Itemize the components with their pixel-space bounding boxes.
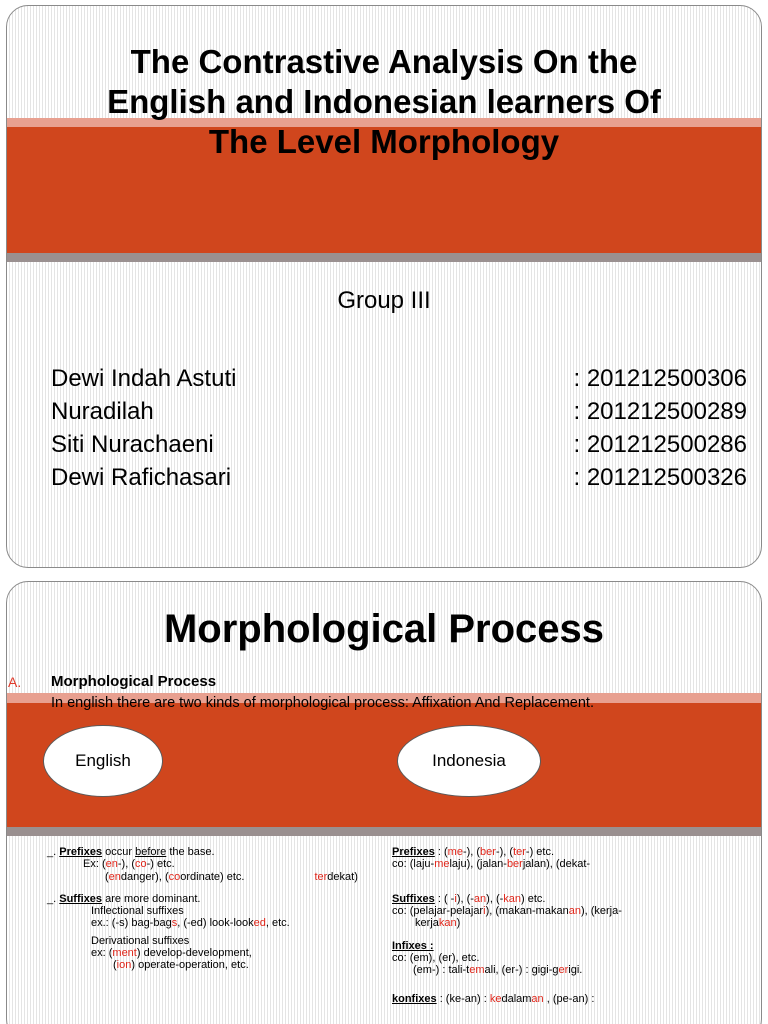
member-name: Dewi Rafichasari: [51, 464, 232, 491]
id-konfixes-line: konfixes : (ke-an) : kedalaman , (pe-an) :: [392, 992, 595, 1005]
id-prefixes-line: Prefixes : (me-), (ber-), (ter-) etc.: [392, 846, 555, 858]
prefixes-label: Prefixes: [59, 846, 103, 858]
member-name: Dewi Indah Astuti: [51, 365, 237, 392]
suffixes-line: _. Suffixes are more dominant.: [47, 892, 201, 905]
derivational-label: Derivational suffixes: [91, 934, 190, 947]
id-infixes-line: Infixes :: [392, 939, 434, 952]
suffixes-label: Suffixes: [59, 892, 103, 905]
id-infix-example-2: (em-) : tali-temali, (er-) : gigi-gerigi.: [413, 964, 583, 977]
indonesia-column: [392, 846, 682, 1005]
english-oval: [43, 725, 163, 797]
member-row: [51, 428, 747, 461]
morphology-slide: [6, 581, 762, 1024]
member-list: [51, 362, 747, 494]
inflectional-example: ex.: (-s) bag-bags, (-ed) look-looked, etc.: [91, 917, 290, 930]
id-prefix-example: co: (laju-melaju), (jalan-berjalan), (dekat-: [392, 858, 591, 871]
slide-title: Morphological Process: [163, 607, 605, 651]
oval-label: Indonesia: [432, 751, 506, 770]
id-suffixes-line: Suffixes : ( -i), (-an), (-kan) etc.: [392, 892, 546, 905]
indonesia-oval: [397, 725, 541, 797]
member-row: [51, 362, 747, 395]
id-suffix-example: co: (pelajar-pelajari), (makan-makanan), (kerja-: [392, 905, 622, 918]
title-line-1: The Contrastive Analysis On the: [130, 43, 638, 80]
member-id: : 201212500306: [573, 365, 747, 392]
prefix-example: Ex: (en-), (co-) etc.: [83, 858, 175, 871]
member-id: : 201212500289: [573, 398, 747, 425]
group-label: Group III: [337, 287, 431, 314]
title-slide: [6, 5, 762, 568]
id-suffix-example-2: kerjakan): [415, 917, 461, 930]
gray-stripe: [7, 827, 761, 836]
oval-label: English: [75, 751, 131, 770]
derivational-example-2: (ion) operate-operation, etc.: [113, 959, 249, 972]
id-infix-example: co: (em), (er), etc.: [392, 952, 480, 965]
gray-stripe: [7, 253, 761, 262]
title-line-2: English and Indonesian learners Of: [107, 83, 661, 120]
member-id: : 201212500326: [573, 464, 747, 491]
derivational-example: ex: (ment) develop-development,: [91, 947, 252, 960]
section-heading: Morphological Process: [51, 673, 217, 690]
member-id: : 201212500286: [573, 431, 747, 458]
section-description: In english there are two kinds of morphological process: Affixation And Replacement.: [51, 695, 594, 711]
member-row: [51, 395, 747, 428]
prefixes-line: _. Prefixes occur before the base.: [47, 846, 215, 858]
inflectional-label: Inflectional suffixes: [91, 905, 184, 918]
prefix-example-words: (endanger), (coordinate) etc. terdekat): [105, 870, 358, 883]
member-name: Siti Nurachaeni: [51, 431, 214, 458]
presentation-title: [7, 42, 761, 162]
section-letter: A.: [8, 674, 22, 690]
title-line-3: The Level Morphology: [208, 123, 560, 160]
member-name: Nuradilah: [51, 398, 154, 425]
english-column: [47, 846, 377, 972]
member-row: [51, 461, 747, 494]
